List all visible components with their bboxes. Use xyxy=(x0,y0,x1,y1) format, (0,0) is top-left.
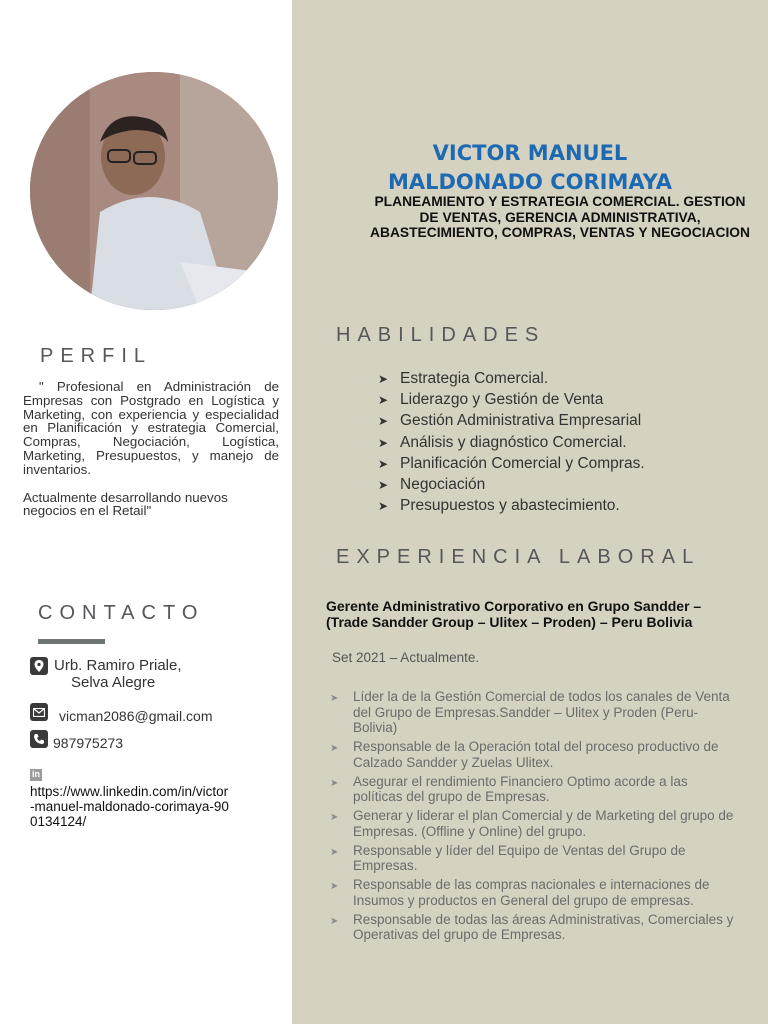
contacto-title: CONTACTO xyxy=(38,602,205,624)
perfil-paragraph-1: " Profesional en Administración de Empresas con Postgrado en Logística y Marketing, con experiencia y especialidad en Planificación y estrategia Comercial, Compras, Negociación, Logística, Marketing, Presupuestos, y manejo de inventarios. xyxy=(23,379,279,477)
list-item: ➤ Planificación Comercial y Compras. xyxy=(378,454,645,472)
contact-linkedin xyxy=(30,765,230,829)
arrowhead-bullet-icon: ➤ xyxy=(330,743,339,754)
perfil-paragraph-2: Actualmente desarrollando nuevos negocios en el Retail" xyxy=(23,489,228,519)
headline: PLANEAMIENTO Y ESTRATEGIA COMERCIAL. GESTION DE VENTAS, GERENCIA ADMINISTRATIVA, ABASTECIMIENTO, COMPRAS, VENTAS Y NEGOCIACION xyxy=(370,194,750,240)
list-item: ➤ Responsable de todas las áreas Administrativas, Comerciales y Operativas del grupo de Empresas. xyxy=(330,911,734,942)
job-title: Gerente Administrativo Corporativo en Grupo Sandder – (Trade Sandder Group – Ulitex – Proden) – Peru Bolivia xyxy=(326,598,702,630)
arrowhead-bullet-icon: ➤ xyxy=(378,392,389,407)
profile-photo xyxy=(30,72,278,310)
address-line-1: Urb. Ramiro Priale, xyxy=(54,657,182,674)
arrowhead-bullet-icon: ➤ xyxy=(378,371,389,386)
list-item: ➤ Generar y liderar el plan Comercial y de Marketing del grupo de Empresas. (Offline y Online) del grupo. xyxy=(330,808,734,839)
contact-address xyxy=(30,657,182,691)
list-item: ➤ Estrategia Comercial. xyxy=(378,369,549,387)
list-item: ➤ Responsable de la Operación total del proceso productivo de Calzado Sandder y Zuelas Ulitex. xyxy=(330,739,719,770)
list-item: ➤ Líder la de la Gestión Comercial de todos los canales de Venta del Grupo de Empresas.Sandder – Ulitex y Proden (Peru-Bolivia) xyxy=(330,689,730,735)
contact-phone xyxy=(30,730,123,751)
arrowhead-bullet-icon: ➤ xyxy=(330,881,339,892)
phone-icon xyxy=(30,730,48,748)
duties-list xyxy=(330,689,740,946)
arrowhead-bullet-icon: ➤ xyxy=(330,693,339,704)
skills-list xyxy=(378,368,645,517)
list-item: ➤ Asegurar el rendimiento Financiero Optimo acorde a las políticas del grupo de Empresas. xyxy=(330,773,688,804)
arrowhead-bullet-icon: ➤ xyxy=(378,435,389,450)
contact-divider xyxy=(38,639,105,644)
contact-email xyxy=(30,703,213,724)
arrowhead-bullet-icon: ➤ xyxy=(378,414,389,429)
linkedin-link[interactable]: https://www.linkedin.com/in/victor-manuel-maldonado-corimaya-900134124/ xyxy=(30,783,229,829)
phone-link[interactable]: 987975273 xyxy=(53,735,124,751)
envelope-icon xyxy=(30,703,48,721)
arrowhead-bullet-icon: ➤ xyxy=(330,846,339,858)
perfil-text xyxy=(23,380,279,532)
arrowhead-bullet-icon: ➤ xyxy=(330,777,339,789)
list-item: ➤ Responsable y líder del Equipo de Ventas del Grupo de Empresas. xyxy=(330,842,686,873)
list-item: ➤ Gestión Administrativa Empresarial xyxy=(378,412,642,430)
job-date: Set 2021 – Actualmente. xyxy=(332,650,480,665)
habilidades-title: HABILIDADES xyxy=(336,324,546,346)
list-item: ➤ Liderazgo y Gestión de Venta xyxy=(378,390,604,408)
name-last: MALDONADO CORIMAYA xyxy=(387,170,673,194)
location-pin-icon xyxy=(30,657,48,675)
list-item: ➤ Presupuestos y abastecimiento. xyxy=(378,497,620,515)
list-item: ➤ Análisis y diagnóstico Comercial. xyxy=(378,433,627,451)
email-link[interactable]: vicman2086@gmail.com xyxy=(59,708,213,724)
experiencia-title: EXPERIENCIA LABORAL xyxy=(336,546,701,568)
name-first: VICTOR MANUEL xyxy=(432,141,628,165)
arrowhead-bullet-icon: ➤ xyxy=(378,478,389,493)
list-item: ➤ Responsable de las compras nacionales e internaciones de Insumos y productos en General del grupo de empresas. xyxy=(330,877,710,908)
arrowhead-bullet-icon: ➤ xyxy=(330,915,339,927)
arrowhead-bullet-icon: ➤ xyxy=(378,456,389,471)
perfil-title: PERFIL xyxy=(40,345,153,367)
arrowhead-bullet-icon: ➤ xyxy=(378,499,389,514)
linkedin-icon: in xyxy=(32,769,40,779)
address-line-2: Selva Alegre xyxy=(71,674,156,691)
list-item: ➤ Negociación xyxy=(378,476,486,494)
arrowhead-bullet-icon: ➤ xyxy=(330,812,339,823)
